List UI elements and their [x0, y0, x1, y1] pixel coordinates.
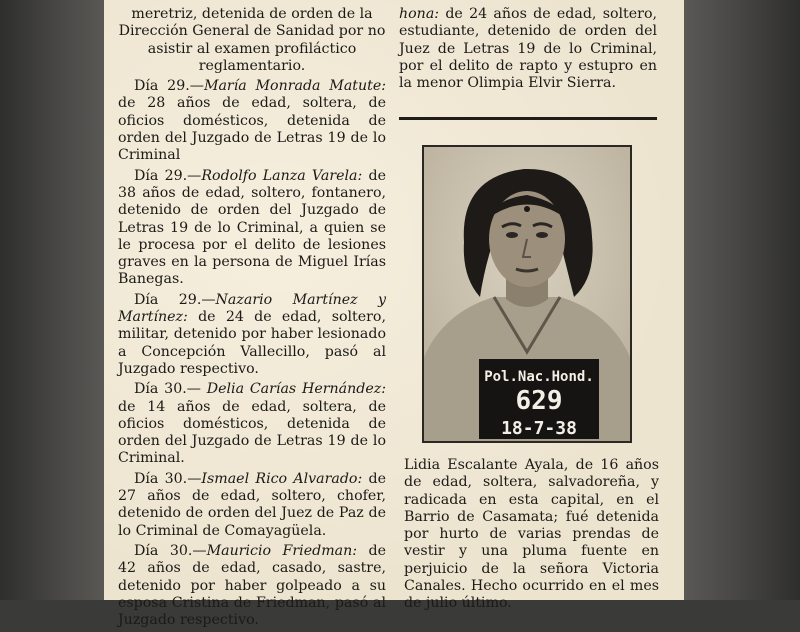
- placard-number: 629: [515, 386, 563, 416]
- mugshot-image: [424, 147, 630, 441]
- entry-text: de 14 años de edad, soltera, de oficios domésticos, detenida de orden del Juzgado de Letras 19 de lo Criminal.: [118, 398, 386, 467]
- entry-name: Delia Carías Hernández:: [206, 381, 386, 398]
- caption-text: Lidia Escalante Ayala, de 16 años de edad, soltera, salvadoreña, y radicada en esta capital, en el Barrio de Casamata; fué detenida por hurto de varias prendas de vestir y una pluma fuente en perjuicio de la señora Victoria Canales. Hecho ocurrido en el mes de julio último.: [404, 457, 659, 612]
- left-background: [0, 0, 104, 600]
- mugshot-photo: [422, 145, 632, 443]
- section-divider: [399, 117, 657, 120]
- entry-paragraph: [118, 471, 386, 540]
- entry-paragraph: [118, 168, 386, 289]
- right-background: [684, 0, 800, 600]
- entry-day: Día 30.—: [134, 381, 207, 398]
- entry-name: Ismael Rico Alvarado:: [201, 470, 363, 487]
- right-column: [399, 6, 657, 95]
- entry-text: de 42 años de edad, casado, sastre, detenido por haber golpeado a su esposa Cristina de Friedman, pasó al Juzgado respectivo.: [118, 542, 386, 629]
- entry-text: de 24 años de edad, soltero, estudiante, detenido de orden del Juez de Letras 19 de lo Criminal, por el delito de rapto y estupro en la menor Olimpia Elvir Sierra.: [399, 6, 657, 92]
- entry-name: Rodolfo Lanza Varela:: [201, 167, 363, 184]
- photo-caption: [404, 457, 659, 613]
- entry-text: de 27 años de edad, soltero, chofer, detenido de orden del Juez de Paz de lo Criminal de Comayagüela.: [118, 470, 386, 539]
- entry-name: Mauricio Friedman:: [206, 542, 358, 559]
- left-column: [118, 6, 386, 632]
- entry-paragraph: [118, 543, 386, 629]
- paragraph-continuation: [118, 6, 386, 75]
- entry-paragraph: [118, 381, 386, 467]
- placard-line-1: Pol.Nac.Hond.: [484, 369, 594, 385]
- entry-day: Día 29.—: [134, 291, 216, 308]
- entry-name: Nazario Martínez y Martínez:: [118, 291, 386, 326]
- entry-text: de 24 de edad, soltero, militar, detenido por haber lesionado a Concepción Vallecillo, pasó al Juzgado respectivo.: [118, 309, 386, 377]
- document-page: [104, 0, 684, 629]
- entry-name: hona:: [399, 6, 440, 22]
- entry-day: Día 30.—: [134, 542, 207, 559]
- entry-day: Día 29.—: [134, 167, 202, 184]
- entry-paragraph: [118, 292, 386, 378]
- entry-text: de 28 años de edad, soltera, de oficios domésticos, detenida de orden del Juzgado de Letras 19 de lo Criminal: [118, 95, 386, 164]
- placard-date: 18-7-38: [501, 418, 577, 439]
- entry-name: María Monrada Matute:: [203, 78, 386, 95]
- entry-text: de 38 años de edad, soltero, fontanero, detenido de orden del Juzgado de Letras 19 de lo Criminal, a quien se le procesa por el delito de lesiones graves en la persona de Miguel Irías Banegas.: [118, 167, 386, 288]
- entry-day: Día 29.—: [134, 78, 204, 95]
- entry-paragraph: [118, 78, 386, 164]
- entry-day: Día 30.—: [134, 470, 202, 487]
- paragraph-text: meretriz, detenida de orden de la Dirección General de Sanidad por no asistir al examen profiláctico reglamentario.: [118, 6, 386, 74]
- entry-paragraph: [399, 6, 657, 92]
